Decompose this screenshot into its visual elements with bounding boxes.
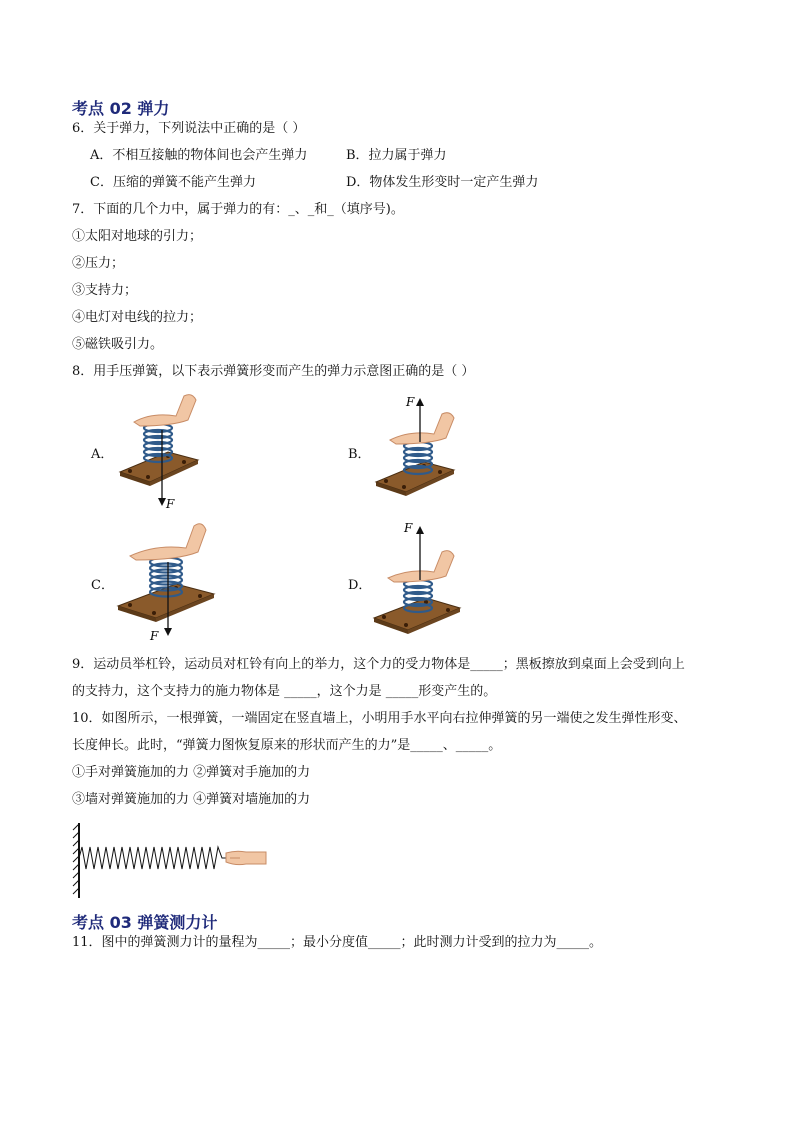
q7-item-1: ①太阳对地球的引力；	[72, 229, 203, 244]
q7-item-3: ③支持力；	[72, 283, 138, 298]
question-9-line-2: 的支持力，这个支持力的施力物体是 _____，这个力是 _____形变产生的。	[72, 684, 497, 699]
q7-item-2: ②压力；	[72, 256, 125, 271]
question-6-stem: 6．关于弹力，下列说法中正确的是（ ）	[72, 121, 306, 136]
q6-option-b: B．拉力属于弹力	[346, 148, 447, 163]
section-heading: 考点 02 弹力	[72, 99, 170, 118]
question-8-stem: 8．用手压弹簧，以下表示弹簧形变而产生的弹力示意图正确的是（ ）	[72, 364, 475, 379]
q6-option-c: C．压缩的弹簧不能产生弹力	[90, 175, 256, 190]
question-9-line-1: 9．运动员举杠铃，运动员对杠铃有向上的举力，这个力的受力物体是_____；黑板擦放到桌面上会受到向上	[72, 657, 685, 672]
q6-option-d: D．物体发生形变时一定产生弹力	[346, 175, 539, 190]
q7-item-5: ⑤磁铁吸引力。	[72, 337, 164, 352]
figure-d-label: D．	[348, 578, 372, 593]
question-11: 11．图中的弹簧测力计的量程为_____；最小分度值_____；此时测力计受到的拉力为_____。	[72, 935, 603, 950]
question-7-stem: 7．下面的几个力中，属于弹力的有：_、_和_（填序号)。	[72, 202, 404, 217]
figure-a-label: A．	[91, 447, 114, 462]
q10-choices-row-2: ③墙对弹簧施加的力 ④弹簧对墙施加的力	[72, 792, 311, 807]
q7-item-4: ④电灯对电线的拉力；	[72, 310, 203, 325]
figure-b-label: B．	[348, 447, 371, 462]
spring-figure-a	[112, 390, 222, 515]
question-10-line-2: 长度伸长。此时，“弹簧力图恢复原来的形状而产生的力”是_____、_____。	[72, 738, 502, 753]
spring-figure-b	[368, 390, 478, 515]
section-heading-2: 考点 03 弹簧测力计	[72, 913, 218, 932]
spring-figure-c	[112, 518, 222, 643]
force-label-a: F	[166, 497, 175, 511]
wall-spring-figure	[70, 820, 270, 902]
q6-option-a: A．不相互接触的物体间也会产生弹力	[90, 148, 308, 163]
force-label-b: F	[406, 395, 415, 409]
spring-figure-d	[368, 518, 478, 643]
force-label-d: F	[404, 521, 413, 535]
force-label-c: F	[150, 629, 159, 643]
figure-c-label: C．	[91, 578, 114, 593]
question-10-line-1: 10．如图所示，一根弹簧，一端固定在竖直墙上，小明用手水平向右拉伸弹簧的另一端使之发生弹性形变、	[72, 711, 687, 726]
q10-choices-row-1: ①手对弹簧施加的力 ②弹簧对手施加的力	[72, 765, 311, 780]
